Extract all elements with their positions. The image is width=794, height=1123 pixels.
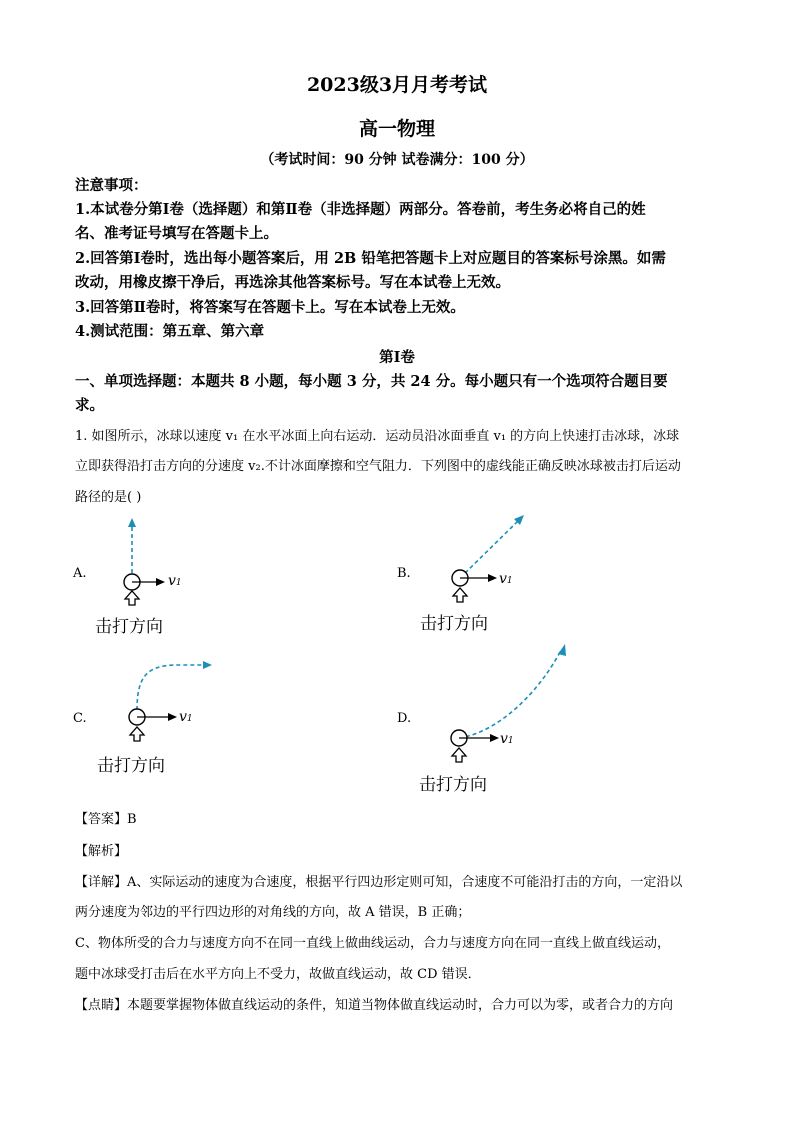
answer-line: 【答案】B [75,812,137,827]
notice-item-2b: 改动，用橡皮擦干净后，再选涂其他答案标号。写在本试卷上无效。 [75,274,510,291]
detail-line3: C、物体所受的合力与速度方向不在同一直线上做曲线运动，合力与速度方向在同一直线上做直线运动， [75,936,670,951]
option-c-hit-label: 击打方向 [97,756,165,776]
option-d-hit-label: 击打方向 [419,775,487,795]
question-line3: 路径的是( ) [75,490,142,505]
notice-item-4: 4.测试范围：第五章、第六章 [75,323,265,340]
option-a-hit-label: 击打方向 [95,617,163,637]
option-d-hit-arrow [452,748,466,762]
volume-heading: 第Ⅰ卷 [379,349,415,366]
option-d-label: D. [397,711,412,726]
option-b-path [460,521,518,578]
option-a-label: A. [73,566,87,581]
option-c-v1-arrowhead [168,713,177,721]
section-heading-line2: 求。 [75,397,104,414]
question-line2: 立即获得沿打击方向的分速度 v₂.不计冰面摩擦和空气阻力．下列图中的虚线能正确反映冰球被击打后运动 [75,459,681,474]
option-b-label: B. [397,566,411,581]
analysis-heading: 【解析】 [75,844,128,859]
option-b-hit-label: 击打方向 [420,614,488,634]
detail-line2: 两分速度为邻边的平行四边形的对角线的方向，故 A 错误，B 正确； [75,905,471,920]
tip-line: 【点睛】本题要掌握物体做直线运动的条件，知道当物体做直线运动时，合力可以为零，或者合力的方向 [75,998,674,1013]
exam-title: 2023级3月月考考试 [306,74,488,96]
option-c-path [137,665,204,710]
option-c-v1-label: v1 [179,709,193,725]
option-d-figure [440,640,580,770]
option-c-figure [118,655,228,765]
option-c-path-arrowhead [203,661,212,669]
notice-item-3: 3.回答第Ⅱ卷时，将答案写在答题卡上。写在本试卷上无效。 [75,299,465,316]
option-a-path-arrowhead [128,518,136,527]
option-a-v1-arrowhead [156,578,165,586]
option-a-v1-label: v1 [168,573,182,589]
notice-item-1a: 1.本试卷分第Ⅰ卷（选择题）和第Ⅱ卷（非选择题）两部分。答卷前，考生务必将自己的姓 [75,201,646,218]
detail-line4: 题中冰球受打击后在水平方向上不受力，故做直线运动，故 CD 错误． [75,967,481,982]
option-d-v1-arrowhead [490,734,499,742]
notice-item-1b: 名、准考证号填写在答题卡上。 [75,225,278,242]
question-line1: 1. 如图所示，冰球以速度 v₁ 在水平冰面上向右运动．运动员沿冰面垂直 v₁ 的方向上快速打击冰球，冰球 [75,429,680,444]
option-a-hit-arrow [125,591,139,605]
option-c-hit-arrow [130,727,144,741]
option-b-v1-arrowhead [488,574,497,582]
notice-heading: 注意事项： [75,177,148,194]
option-d-path [459,652,560,738]
option-b-hit-arrow [453,588,467,602]
detail-line1: 【详解】A、实际运动的速度为合速度，根据平行四边形定则可知，合速度不可能沿打击的方向，一定沿以 [75,875,683,890]
option-d-path-arrowhead [558,644,566,656]
option-d-v1-label: v1 [500,731,514,747]
exam-info: （考试时间：90 分钟 试卷满分：100 分） [260,152,534,168]
option-c-label: C. [73,711,87,726]
notice-item-2a: 2.回答第Ⅰ卷时，选出每小题答案后，用 2B 铅笔把答题卡上对应题目的答案标号涂黑。如需 [75,250,666,267]
subject-title: 高一物理 [358,118,435,140]
section-heading-line1: 一、单项选择题：本题共 8 小题，每小题 3 分，共 24 分。每小题只有一个选项符合题目要 [75,373,668,390]
option-b-v1-label: v1 [499,571,513,587]
